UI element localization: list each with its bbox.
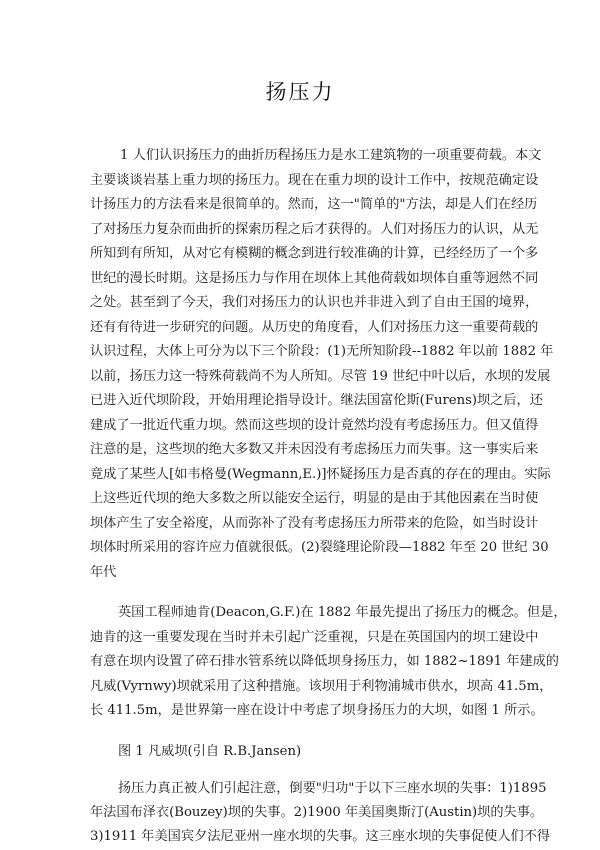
paragraph-1-line: 竟成了某些人[如韦格曼(Wegmann,E.)]怀疑扬压力是否真的存在的理由。实际: [90, 466, 551, 482]
paragraph-1-line: 主要谈谈岩基上重力坝的扬压力。现在在重力坝的设计工作中，按规范确定设: [90, 172, 539, 188]
page-title: 扬压力: [265, 80, 335, 104]
paragraph-1-line: 认识过程，大体上可分为以下三个阶段：(1)无所知阶段--1882 年以前 1882 年: [90, 344, 554, 359]
paragraph-3-line: 年法国布泽衣(Bouzey)坝的失事。2)1900 年美国奥斯汀(Austin)坝的失事。: [90, 805, 544, 820]
paragraph-1-line: 世纪的漫长时期。这是扬压力与作用在坝体上其他荷载如坝体自重等迥然不同: [90, 270, 539, 286]
paragraph-2-line: 凡威(Vyrnwy)坝就采用了这种措施。该坝用于利物浦城市供水，坝高 41.5m，: [90, 678, 553, 694]
figure-caption: 图 1 凡威坝(引自 R.B.Jansen): [118, 744, 302, 759]
paragraph-1-line: 已进入近代坝阶段，开始用理论指导设计。继法国富伦斯(Furens)坝之后，还: [90, 393, 543, 408]
paragraph-1-line: 年代: [90, 564, 117, 580]
paragraph-2-line: 英国工程师迪肯(Deacon,G.F.)在 1882 年最先提出了扬压力的概念。但是，: [118, 605, 567, 620]
paragraph-1-line: 之处。甚至到了今天，我们对扬压力的认识也并非进入到了自由王国的境界，: [90, 295, 539, 310]
paragraph-1-line: 建成了一批近代重力坝。然而这些坝的设计竟然均没有考虑扬压力。但又值得: [90, 417, 539, 433]
paragraph-2-line: 迪肯的这一重要发现在当时并未引起广泛重视，只是在英国国内的坝工建设中: [90, 629, 539, 645]
paragraph-1-line: 坝体时所采用的容许应力值就很低。(2)裂缝理论阶段—1882 年至 20 世纪 30: [90, 540, 549, 555]
paragraph-3-line: 扬压力真正被人们引起注意，倒要"归功"于以下三座水坝的失事：1)1895: [118, 781, 547, 796]
paragraph-1-line: 1 人们认识扬压力的曲折历程扬压力是水工建筑物的一项重要荷载。本文: [120, 148, 542, 163]
paragraph-2-line: 长 411.5m，是世界第一座在设计中考虑了坝身扬压力的大坝，如图 1 所示。: [90, 703, 544, 718]
paragraph-1-line: 所知到有所知，从对它有模糊的概念到进行较准确的计算，已经经历了一个多: [90, 246, 539, 261]
paragraph-1-line: 计扬压力的方法看来是很简单的。然而，这一"简单的"方法，却是人们在经历: [90, 197, 538, 212]
paragraph-1-line: 以前，扬压力这一特殊荷载尚不为人所知。尽管 19 世纪中叶以后，水坝的发展: [90, 368, 551, 384]
paragraph-1-line: 坝体产生了安全裕度，从而弥补了没有考虑扬压力所带来的危险，如当时设计: [90, 515, 539, 531]
paragraph-3-line: 3)1911 年美国宾夕法尼亚州一座水坝的失事。这三座水坝的失事促使人们不得: [90, 829, 551, 844]
paragraph-2-line: 有意在坝内设置了碎石排水管系统以降低坝身扬压力，如 1882~1891 年建成的: [90, 654, 559, 669]
paragraph-1-line: 了对扬压力复杂而曲折的探索历程之后才获得的。人们对扬压力的认识，从无: [90, 221, 539, 237]
paragraph-1-line: 上这些近代坝的绝大多数之所以能安全运行，明显的是由于其他因素在当时使: [90, 491, 539, 506]
paragraph-1-line: 还有有待进一步研究的问题。从历史的角度看，人们对扬压力这一重要荷载的: [90, 319, 539, 335]
paragraph-1-line: 注意的是，这些坝的绝大多数又并未因没有考虑扬压力而失事。这一事实后来: [90, 442, 539, 457]
